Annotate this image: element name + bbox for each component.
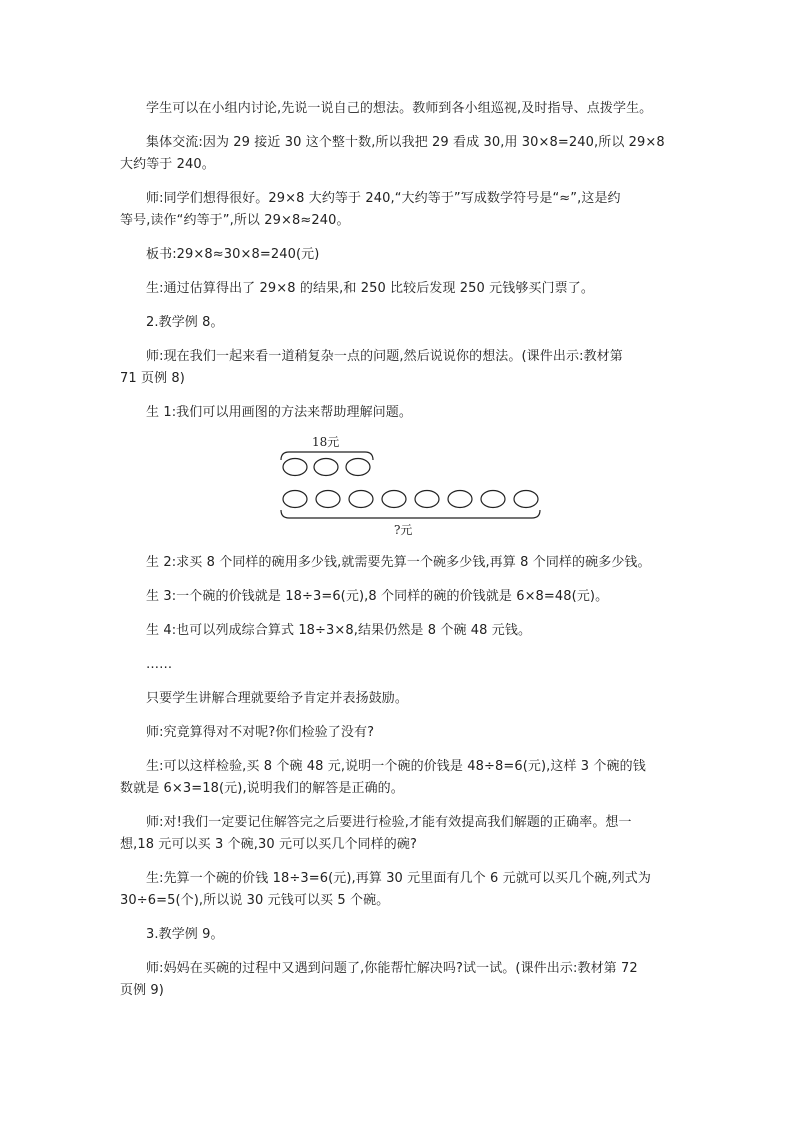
section-heading: 3.教学例 9。 — [146, 927, 224, 942]
bowl-bottom-4 — [382, 491, 406, 508]
paragraph: 生:通过估算得出了 29×8 的结果,和 250 比较后发现 250 元钱够买门票了。 — [146, 281, 594, 296]
section-heading: 2.教学例 8。 — [146, 315, 224, 330]
paragraph: 生:先算一个碗的价钱 18÷3=6(元),再算 30 元里面有几个 6 元就可以买几个碗,列式为 — [146, 871, 651, 886]
bowl-top-1 — [283, 459, 307, 476]
paragraph: 学生可以在小组内讨论,先说一说自己的想法。教师到各小组巡视,及时指导、点拨学生。 — [146, 101, 653, 116]
paragraph-continuation: 想,18 元可以买 3 个碗,30 元可以买几个同样的碗? — [120, 837, 417, 852]
paragraph: 生 4:也可以列成综合算式 18÷3×8,结果仍然是 8 个碗 48 元钱。 — [146, 623, 532, 638]
paragraph: 集体交流:因为 29 接近 30 这个整十数,所以我把 29 看成 30,用 30×8=240,所以 29×8 — [146, 135, 665, 150]
bottom-bracket — [281, 510, 540, 518]
bowl-price-diagram — [270, 430, 560, 538]
bottom-bracket-label: ?元 — [394, 523, 413, 537]
paragraph-continuation: 页例 9) — [120, 983, 164, 998]
paragraph: 生 2:求买 8 个同样的碗用多少钱,就需要先算一个碗多少钱,再算 8 个同样的碗多少钱。 — [146, 555, 651, 570]
bowl-bottom-1 — [283, 491, 307, 508]
paragraph-continuation: 71 页例 8) — [120, 371, 185, 386]
bowl-bottom-6 — [448, 491, 472, 508]
paragraph-continuation: 等号,读作“约等于”,所以 29×8≈240。 — [120, 213, 350, 228]
top-bracket-label: 18元 — [312, 435, 340, 449]
paragraph: 生 1:我们可以用画图的方法来帮助理解问题。 — [146, 405, 412, 420]
bowl-bottom-3 — [349, 491, 373, 508]
paragraph-continuation: 30÷6=5(个),所以说 30 元钱可以买 5 个碗。 — [120, 893, 390, 908]
blackboard-note: 板书:29×8≈30×8=240(元) — [146, 247, 320, 262]
paragraph: 师:究竟算得对不对呢?你们检验了没有? — [146, 725, 375, 740]
bowl-bottom-5 — [415, 491, 439, 508]
paragraph-continuation: 大约等于 240。 — [120, 157, 215, 172]
paragraph: 生:可以这样检验,买 8 个碗 48 元,说明一个碗的价钱是 48÷8=6(元),这样 3 个碗的钱 — [146, 759, 646, 774]
paragraph: 师:现在我们一起来看一道稍复杂一点的问题,然后说说你的想法。(课件出示:教材第 — [146, 349, 623, 364]
bowl-bottom-2 — [316, 491, 340, 508]
paragraph: 师:对!我们一定要记住解答完之后要进行检验,才能有效提高我们解题的正确率。想一 — [146, 815, 632, 830]
bowl-top-3 — [346, 459, 370, 476]
bowl-bottom-7 — [481, 491, 505, 508]
paragraph: 师:同学们想得很好。29×8 大约等于 240,“大约等于”写成数学符号是“≈”,这是约 — [146, 191, 621, 206]
ellipsis: …… — [146, 657, 173, 672]
paragraph: 师:妈妈在买碗的过程中又遇到问题了,你能帮忙解决吗?试一试。(课件出示:教材第 72 — [146, 961, 638, 976]
paragraph-continuation: 数就是 6×3=18(元),说明我们的解答是正确的。 — [120, 781, 404, 796]
bowl-top-2 — [314, 459, 338, 476]
paragraph: 生 3:一个碗的价钱就是 18÷3=6(元),8 个同样的碗的价钱就是 6×8=48(元)。 — [146, 589, 609, 604]
paragraph: 只要学生讲解合理就要给予肯定并表扬鼓励。 — [146, 691, 409, 706]
bowl-bottom-8 — [514, 491, 538, 508]
